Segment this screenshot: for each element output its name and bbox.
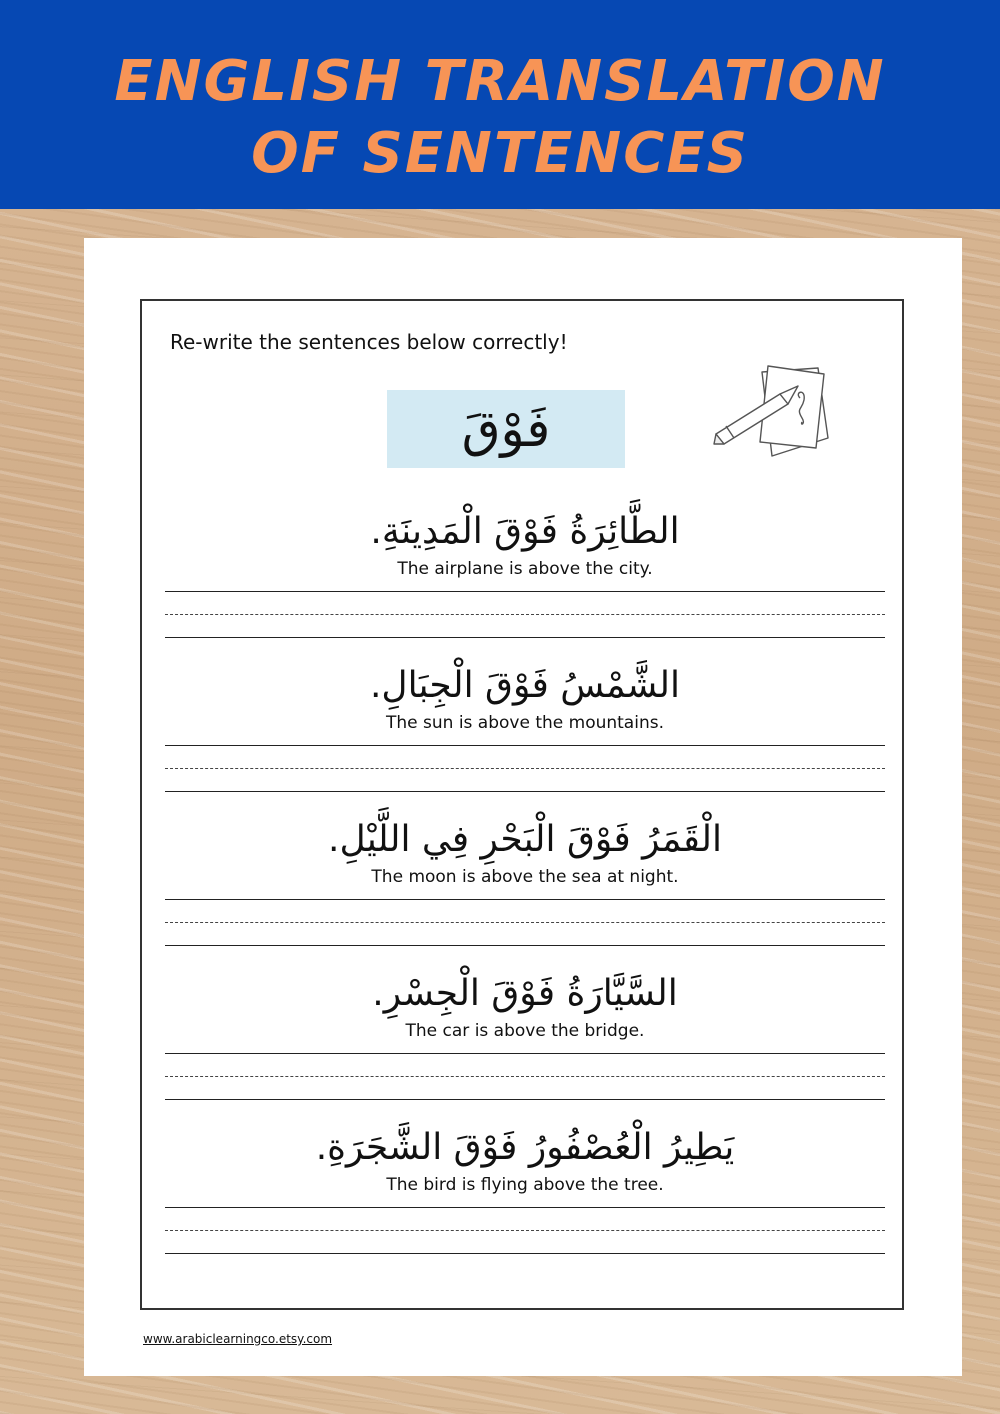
writing-line-middle [165,614,885,615]
english-translation: The sun is above the mountains. [385,713,664,733]
writing-line-bottom [165,637,885,638]
english-translation: The moon is above the sea at night. [371,867,679,887]
english-translation: The airplane is above the city. [397,559,653,579]
arabic-sentence: السَّيَّارَةُ فَوْقَ الْجِسْرِ. [372,973,678,1014]
etsy-shop-link[interactable]: www.arabiclearningco.etsy.com [143,1332,333,1346]
writing-line-bottom [165,791,885,792]
arabic-sentence: الطَّائِرَةُ فَوْقَ الْمَدِينَةِ. [370,511,680,552]
writing-line-top [165,899,885,900]
writing-line-bottom [165,945,885,946]
instruction-text: Re-write the sentences below correctly! [170,330,568,354]
english-translation: The car is above the bridge. [405,1021,645,1041]
pencil-cards-icon [710,360,840,465]
focus-word: فَوْقَ [461,400,551,458]
writing-line-top [165,591,885,592]
writing-line-middle [165,1076,885,1077]
writing-line-top [165,745,885,746]
arabic-sentence: الشَّمْسُ فَوْقَ الْجِبَالِ. [369,665,681,706]
writing-line-top [165,1207,885,1208]
focus-word-box [387,390,625,468]
writing-line-middle [165,922,885,923]
header-banner [0,0,1000,209]
arabic-sentence: يَطِيرُ الْعُصْفُورُ فَوْقَ الشَّجَرَةِ. [315,1127,735,1168]
page-title-line-1: ENGLISH TRANSLATION [114,49,886,114]
arabic-sentence: الْقَمَرُ فَوْقَ الْبَحْرِ فِي اللَّيْلِ. [328,819,722,860]
page-title [0,46,1000,190]
writing-line-middle [165,768,885,769]
writing-line-bottom [165,1253,885,1254]
writing-line-bottom [165,1099,885,1100]
writing-line-top [165,1053,885,1054]
english-translation: The bird is flying above the tree. [386,1175,664,1195]
writing-line-middle [165,1230,885,1231]
page-title-line-2: OF SENTENCES [251,121,749,186]
